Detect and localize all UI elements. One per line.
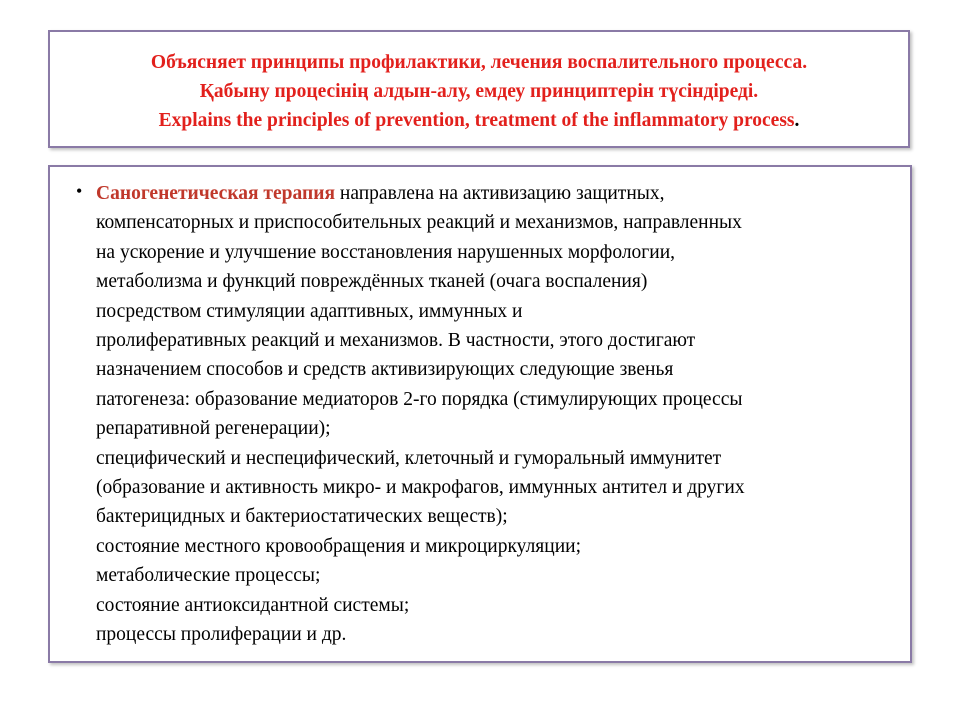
body-line: состояние антиоксидантной системы; xyxy=(96,594,410,616)
body-line: специфический и неспецифический, клеточный и гуморальный иммунитет xyxy=(96,447,722,469)
lead-term: Саногенетическая терапия xyxy=(96,183,336,204)
body-line: репаративной регенерации); xyxy=(96,418,331,440)
body-line: (образование и активность микро- и макрофагов, иммунных антител и других xyxy=(96,477,745,499)
content-box xyxy=(48,165,912,663)
body-line: метаболические процессы; xyxy=(96,565,321,587)
body-line: состояние местного кровообращения и микроциркуляции; xyxy=(96,535,581,557)
body-line: метаболизма и функций повреждённых тканей (очага воспаления) xyxy=(96,271,648,293)
body-line: патогенеза: образование медиаторов 2-го порядка (стимулирующих процессы xyxy=(96,388,743,410)
body-line: на ускорение и улучшение восстановления нарушенных морфологии, xyxy=(96,241,676,263)
title-en-period: . xyxy=(794,110,800,131)
bullet-marker: • xyxy=(76,181,83,201)
body-line: назначением способов и средств активизирующих следующие звенья xyxy=(96,359,674,381)
body-line: посредством стимуляции адаптивных, иммунных и xyxy=(96,300,523,322)
body-line: пролиферативных реакций и механизмов. В частности, этого достигают xyxy=(96,330,696,352)
title-box xyxy=(48,30,910,148)
title-kz: Қабыну процесінің алдын-алу, емдеу принциптерін түсіндіреді. xyxy=(199,81,759,102)
title-ru: Объясняет принципы профилактики, лечения воспалительного процесса. xyxy=(150,52,808,73)
title-en: Explains the principles of prevention, treatment of the inflammatory process xyxy=(158,110,795,131)
body-line-first xyxy=(96,179,896,208)
body-line: компенсаторных и приспособительных реакций и механизмов, направленных xyxy=(96,212,742,234)
body-line: бактерицидных и бактериостатических веществ); xyxy=(96,506,508,528)
first-line-rest: направлена на активизацию защитных, xyxy=(335,183,665,204)
title-en-line xyxy=(50,106,908,135)
body-line: процессы пролиферации и др. xyxy=(96,624,347,646)
body-text xyxy=(96,179,896,650)
